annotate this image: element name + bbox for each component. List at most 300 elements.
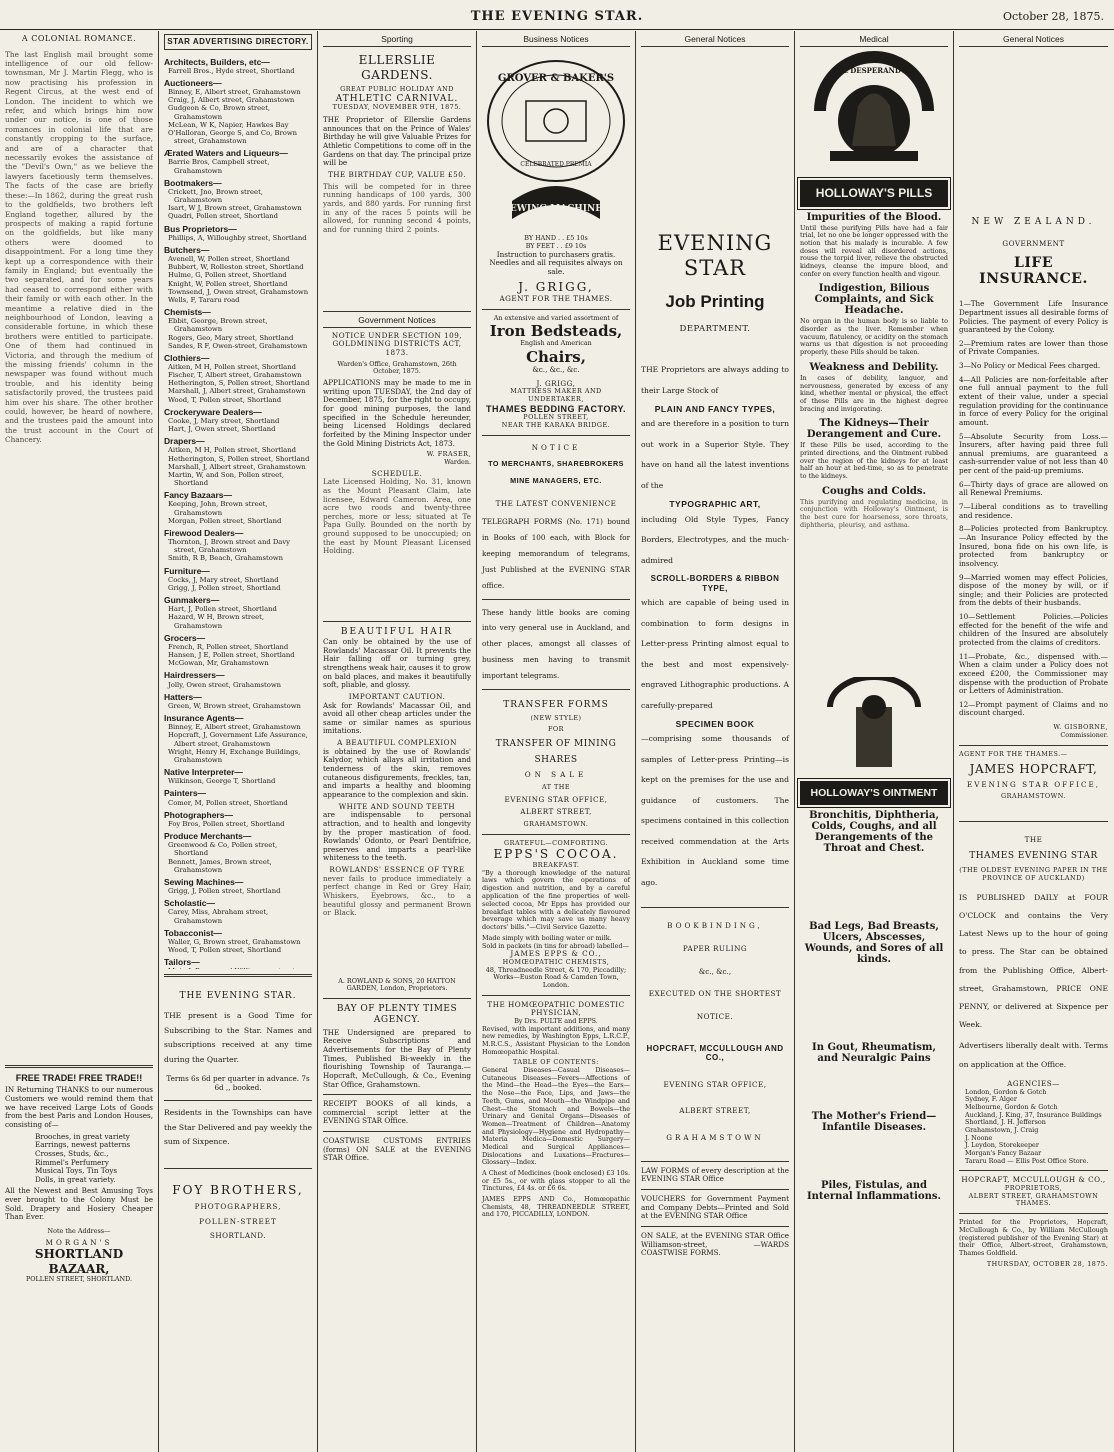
indigestion-text: No organ in the human body is so liable to disorder as the liver. Remember when vacuum, flatulency, or acidity on the stomach warns us that digestion is not proceeding properly, these Pills should be taken. xyxy=(800,317,948,357)
directory-entry: Bennett, James, Brown street, Grahamstown xyxy=(168,857,272,874)
agency-entry: Sydney, F. Alger xyxy=(965,1095,1017,1104)
agent-thames: AGENT FOR THE THAMES.— xyxy=(959,749,1068,758)
directory-category: Native Interpreter— xyxy=(164,767,243,778)
star-heading: THE EVENING STAR. xyxy=(179,990,297,1001)
bazaar-title: SHORTLAND BAZAAR, xyxy=(34,1247,124,1276)
hopcraft-firm: HOPCRAFT, MCCULLOUGH AND CO., xyxy=(646,1043,784,1063)
page-columns xyxy=(0,31,1114,1452)
insurance-clause: 4—All Policies are non-forfeitable after one full annual payment to the full extent of their value, under a special regulation providing for the continuance in force of every Policy for the original amount. xyxy=(959,374,1108,427)
notice-word: NOTICE xyxy=(531,442,581,452)
warden-title: Warden. xyxy=(444,457,471,466)
department: DEPARTMENT. xyxy=(679,323,751,334)
grahamstown: GRAHAMSTOWN. xyxy=(523,820,589,829)
directory-entry: Foy Bros, Pollen street, Shortland xyxy=(168,819,285,828)
insurance-clause: 5—Absolute Security from Loss.—Insurers, after having paid three full annual premiums, are guaranteed a cash-surrender value of not less than 40 per cent of the paid-up premiums. xyxy=(959,431,1108,476)
essence-text: never fails to produce immediately a perfect change in Red or Grey Hair, Whiskers, Eyebrows, &c., to a beautiful glossy and permanent Brown or Black. xyxy=(323,874,471,918)
column-job-printing xyxy=(636,31,795,1452)
directory-entry: Gudgeon & Co, Brown street, Grahamstown xyxy=(168,104,271,121)
directory-entry: Wright, Henry H, Exchange Buildings, Grahamstown xyxy=(168,747,301,764)
insurance-items xyxy=(959,300,1108,718)
etc: &c., &c., xyxy=(698,966,732,976)
on-sale: ON SALE xyxy=(524,770,588,780)
directory-category: Hatters— xyxy=(164,691,202,702)
mattress-maker: MATTRESS MAKER AND UNDERTAKER, xyxy=(510,387,602,403)
directory-category: Tailors— xyxy=(164,957,200,968)
shares: SHARES xyxy=(534,754,578,765)
government: GOVERNMENT xyxy=(1002,238,1065,248)
directory-category: Grocers— xyxy=(164,632,206,643)
column-sporting xyxy=(318,31,477,1452)
free-trade-heading: FREE TRADE! FREE TRADE!! xyxy=(15,1072,143,1083)
directory-category: Insurance Agents— xyxy=(164,713,244,724)
coughs-heading: Coughs and Colds. xyxy=(821,485,927,497)
blood-heading: Impurities of the Blood. xyxy=(806,211,942,223)
epps-cocoa: EPPS'S COCOA. xyxy=(493,847,619,862)
column-life-insurance xyxy=(954,31,1113,1452)
epps-final: JAMES EPPS AND Co., Homœopathic Chemists, 48, THREADNEEDLE STREET, and 170, PICCADILLY, LONDON. xyxy=(482,1195,630,1219)
coastwise-forms: COASTWISE CUSTOMS ENTRIES (forms) ON SALE at the EVENING STAR Office. xyxy=(323,1136,471,1163)
sporting-heading: Sporting xyxy=(323,34,471,47)
divider xyxy=(323,621,471,622)
agency-entry: Auckland, J. King, 37, Insurance Buildings xyxy=(965,1110,1102,1119)
directory-category: Hairdressers— xyxy=(164,670,225,681)
free-trade-item: Dolls, in great variety. xyxy=(35,1174,116,1184)
publishers: HOPCRAFT, MCCULLOUGH & CO., xyxy=(961,1175,1106,1185)
chairs: Chairs, xyxy=(526,347,586,366)
blank-space xyxy=(800,856,948,916)
schedule-text: Late Licensed Holding, No. 31, known as the Mount Pleasant Claim, late licensee, Edward Cameron. Area, one acre two roods and twenty-three perches, more or less; situated at Te Papa Gully. Bounded on the north by ground supposed to be unoccupied; on the east by Mount Pleasant Licensed Holding. xyxy=(323,478,471,556)
plain-fancy-types: PLAIN AND FANCY TYPES, xyxy=(654,404,776,415)
bay-text: THE Undersigned are prepared to Receive Subscriptions and Advertisements for the Bay of Plenty Times, Published Bi-weekly in the flourishing Township of Tauranga.—Hopcraft, McCullough, & Co., Evening Star Office, Grahamstown. xyxy=(323,1027,471,1089)
divider xyxy=(641,1161,789,1162)
specimen-book: SPECIMEN BOOK xyxy=(675,719,755,730)
free-trade-item: Rimmel's Perfumery xyxy=(35,1157,109,1167)
grigg-name: J. GRIGG, xyxy=(518,280,594,295)
masthead xyxy=(0,0,1114,30)
directory-entry: Knight, W, Pollen street, Shortland xyxy=(168,279,288,288)
free-trade-close: All the Newest and Best Amusing Toys ever brought to the Colony Must be Sold. Drapery and Hosiery Cheaper Than Ever. xyxy=(5,1186,153,1222)
divider xyxy=(641,1226,789,1227)
foy-town: SHORTLAND. xyxy=(209,1231,267,1241)
epps-milk: Made simply with boiling water or milk. xyxy=(482,933,612,942)
notice-mine: MINE MANAGERS, ETC. xyxy=(510,476,602,485)
free-trade-item: Brooches, in great variety xyxy=(35,1131,130,1141)
directory-entry xyxy=(164,967,312,968)
evening-star-banner: EVENING STAR xyxy=(657,231,773,281)
paper-ruling: PAPER RULING xyxy=(682,944,748,954)
ellerslie-title: ELLERSLIE GARDENS. xyxy=(358,53,436,82)
directory-entry: Wilkinson, George T, Shortland xyxy=(168,777,276,786)
insurance-clause: 11—Probate, &c., dispensed with.—When a claim under a Policy does not exceed £200, the Commissioner may dispense with the production of Probate or Letters of Administration. xyxy=(959,651,1108,696)
ellerslie-sub1: GREAT PUBLIC HOLIDAY AND xyxy=(340,84,454,93)
directory-entry: Martin, W, and Son, Pollen street, Shortland xyxy=(168,470,285,488)
contents-heading: TABLE OF CONTENTS: xyxy=(513,1058,599,1067)
directory-entry: Green, W, Brown street, Grahamstown xyxy=(168,701,301,710)
agency-entry: Melbourne, Gordon & Gotch xyxy=(965,1102,1058,1111)
chairs-etc: &c., &c., &c. xyxy=(532,364,580,374)
published-daily: IS PUBLISHED DAILY at FOUR O'CLOCK and contains the Very Latest News up to the hour of going to press. The Star can be obtained from the Publishing Office, Albert-street, Grahamstown, PRICE ONE PENNY, or delivered at Sixpence per Week. xyxy=(959,892,1108,1030)
rowlands-signature: A. ROWLAND & SONS, 20 HATTON GARDEN, London, Proprietors. xyxy=(338,976,456,993)
caution-text: Ask for Rowlands' Macassar Oil, and avoid all other cheap articles under the same or similar names as spurious imitations. xyxy=(323,700,471,736)
directory-entry: Isart, W J, Brown street, Grahamstown xyxy=(168,204,302,213)
sewing-machine-emblem xyxy=(482,51,630,231)
kidneys-heading: The Kidneys—Their Derangement and Cure. xyxy=(806,418,942,441)
agency-entry: J. Noone xyxy=(965,1133,993,1142)
free-trade-items xyxy=(5,1133,153,1185)
hopcraft-town: GRAHAMSTOWN. xyxy=(1001,792,1066,801)
warden-name: W. FRASER, xyxy=(426,450,471,459)
directory-entry: Bubbert, W, Rolleston street, Shortland xyxy=(168,263,304,272)
directory-entry: McGowan, Mr, Grahamstown xyxy=(168,659,269,668)
township-delivery: Residents in the Townships can have the Star Delivered and pay weekly the sum of Sixpence. xyxy=(164,1108,312,1147)
albert-street: ALBERT STREET, xyxy=(679,1106,751,1116)
directory-entry: Cooke, J, Mary street, Shortland xyxy=(168,416,280,425)
complexion-heading: A BEAUTIFUL COMPLEXION xyxy=(337,738,457,748)
specimen-text: —comprising some thousands of samples of Letter-press Printing—is kept on the premises for the use and guidance of customers. The specimens contained in this collection received commendation at the Arts Exhibition in Auckland some time ago. xyxy=(641,734,789,887)
divider xyxy=(482,689,630,690)
medical-heading: Medical xyxy=(800,34,948,47)
directory-entry: Binney, E, Albert street, Grahamstown xyxy=(168,723,301,732)
new-zealand: NEW ZEALAND. xyxy=(971,217,1096,228)
directory-heading: STAR ADVERTISING DIRECTORY. xyxy=(164,34,312,50)
directory-category: Butchers— xyxy=(164,244,210,255)
for-word: FOR xyxy=(548,725,564,734)
divider xyxy=(482,834,630,835)
price-by-feet: BY FEET . . £9 10s xyxy=(525,241,587,250)
divider xyxy=(323,1094,471,1095)
birthday-cup: THE BIRTHDAY CUP, VALUE £50. xyxy=(327,169,467,179)
typographic-art: TYPOGRAPHIC ART, xyxy=(669,499,761,510)
grigg-name-2: J. GRIGG, xyxy=(536,378,576,388)
teeth-text: are indispensable to personal attraction, and to health and longevity by the proper mastication of food. Rowlands' Odonto, or Pearl Dentifrice, preserves and imparts a pearl-like whiteness to the teeth. xyxy=(323,810,471,863)
directory-entry: Aitken, M H, Pollen street, Shortland xyxy=(168,446,296,455)
story-heading: A COLONIAL ROMANCE. xyxy=(21,34,137,43)
divider xyxy=(323,1131,471,1132)
thames-evening-star: THAMES EVENING STAR xyxy=(969,850,1098,861)
directory-category: Architects, Builders, etc— xyxy=(164,56,270,67)
weakness-text: In cases of debility, languor, and nervousness, generated by excess of any kind, whether mental or physical, the effect of these Pills are in the highest degree bracing and invigorating. xyxy=(800,373,948,413)
foy-trade: PHOTOGRAPHERS, xyxy=(194,1202,282,1212)
directory-entry: Grigg, J, Pollen street, Shortland xyxy=(168,583,281,592)
directory-entry: Aitken, M H, Pollen street, Shortland xyxy=(168,363,296,371)
insurance-clause: 9—Married women may effect Policies, dispose of the money by will, or if single; and their Policies are protected from the debts of their husbands. xyxy=(959,572,1108,608)
types-text: and are therefore in a position to turn out work in a Superior Style. They have on hand all the latest inventions of the xyxy=(641,419,789,490)
directory-category: Gunmakers— xyxy=(164,595,220,606)
sewing-machines: SEWING MACHINES xyxy=(503,204,609,215)
blank-space xyxy=(800,967,948,1037)
the: THE xyxy=(1024,834,1043,844)
holloway-ointment: HOLLOWAY'S OINTMENT xyxy=(800,781,948,806)
blank-space xyxy=(800,1135,948,1175)
directory-category: Chemists— xyxy=(164,307,211,317)
medicine-chest: A Chest of Medicines (book enclosed) £3 10s. or £5 5s., or with glass stopper to all the Tinctures, £4 4s. or £6 6s. xyxy=(482,1169,630,1193)
directory-entry: Marshall, J, Albert street, Grahamstown xyxy=(168,462,306,471)
transfer-of-mining: TRANSFER OF MINING xyxy=(495,738,617,749)
ellerslie-text: THE Proprietor of Ellerslie Gardens announces that on the Prince of Wales' Birthday he will give Valuable Prizes for Athletic Competitions to come off in the Gardens on that day. The principal prize will be xyxy=(323,115,471,168)
directory-category: Clothiers— xyxy=(164,352,210,363)
bedsteads-intro: An extensive and varied assortment of xyxy=(493,313,619,322)
bazaar-street: POLLEN STREET, SHORTLAND. xyxy=(25,1275,132,1284)
physician-title: THE HOMŒOPATHIC DOMESTIC PHYSICIAN, xyxy=(487,999,625,1018)
blank-space xyxy=(641,51,789,231)
kidneys-text: If these Pills be used, according to the printed directions, and the Ointment rubbed over the region of the kidneys for at least half an hour at bed-time, so as to penetrate to the kidneys. xyxy=(800,441,948,481)
directory-entry: McLean, W K, Napier, Hawkes Bay xyxy=(168,120,289,129)
divider xyxy=(482,435,630,436)
breakfast: BREAKFAST. xyxy=(532,860,580,869)
legs-heading: Bad Legs, Bad Breasts, Ulcers, Abscesses, Wounds, and Sores of all kinds. xyxy=(804,921,944,966)
directory-entry: Avenell, W, Pollen street, Shortland xyxy=(168,255,290,264)
directory-entry: Quadri, Pollen street, Shortland xyxy=(168,212,279,221)
directory-entry: Craig, J, Albert street, Grahamstown xyxy=(168,96,295,105)
epps-sold: Sold in packets (in tins for abroad) labelled— xyxy=(482,941,629,950)
divider xyxy=(641,1189,789,1190)
price-by-hand: BY HAND . . £5 10s xyxy=(524,234,588,243)
directory-category: Crockeryware Dealers— xyxy=(164,406,262,417)
column-colonial-romance xyxy=(0,31,159,1452)
typographic-text: including Old Style Types, Fancy Borders, Electrotypes, and the much-admired xyxy=(641,514,789,565)
divider xyxy=(959,745,1108,746)
telegraph-forms: TELEGRAPH FORMS (No. 171) bound in Books of 100 each, with Block for keeping memorandum of telegrams, Just Published at the EVENING STAR office. xyxy=(482,517,630,590)
directory-category: Ærated Waters and Liqueurs— xyxy=(164,148,288,159)
weakness-heading: Weakness and Debility. xyxy=(809,361,939,373)
shortest-notice: EXECUTED ON THE SHORTEST xyxy=(648,989,782,999)
divider xyxy=(482,599,630,600)
bazaar-name: MORGAN'S xyxy=(45,1237,113,1247)
directory-entry: Wood, T, Pollen street, Shortland xyxy=(168,946,282,955)
agency-list xyxy=(959,1089,1108,1166)
agencies-heading: AGENCIES— xyxy=(1007,1078,1060,1088)
insurance-clause: 3—No Policy or Medical Fees charged. xyxy=(959,361,1101,371)
directory-entry: Sandes, R F, Owen-street, Grahamstown xyxy=(168,341,308,350)
albert-street: ALBERT STREET, xyxy=(520,807,592,817)
warden-notice-text: APPLICATIONS may be made to me in writing upon TUESDAY, the 2nd day of December, 1875, for the right to occupy, for good mining purposes, the land specified in the Schedule hereunder, being Licensed Holdings declared forfeited by the Mining Inspector under the Gold Mining Districts Act, 1873. xyxy=(323,378,471,448)
transfer-forms: TRANSFER FORMS xyxy=(503,699,609,710)
warden-office: Warden's Office, Grahamstown, 26th October, 1875. xyxy=(337,359,457,376)
piles-heading: Piles, Fistulas, and Internal Inflammations. xyxy=(806,1180,942,1203)
divider xyxy=(482,309,630,310)
insurance-clause: 10—Settlement Policies.—Policies effected for the benefit of the wife and children of the Insured are absolutely protected from the claims of creditors. xyxy=(959,612,1108,647)
advertising-directory xyxy=(164,54,312,969)
directory-category: Bootmakers— xyxy=(164,177,222,188)
commissioner-title: Commissioner. xyxy=(1060,730,1108,739)
directory-category: Furniture— xyxy=(164,565,210,576)
directory-entry: Hazard, W H, Brown street, Grahamstown xyxy=(168,613,265,630)
foy-street: POLLEN-STREET xyxy=(199,1216,277,1226)
directory-entry: Townsend, J, Owen street, Grahamstown xyxy=(168,287,309,296)
directory-entry: Morgan, Pollen street, Shortland xyxy=(168,516,282,525)
grahamstown: GRAHAMSTOWN xyxy=(666,1133,764,1143)
directory-entry: Crickett, Jno, Brown street, Grahamstown xyxy=(168,187,263,205)
gout-heading: In Gout, Rheumatism, and Neuralgic Pains xyxy=(812,1042,936,1065)
proprietors-intro: THE Proprietors are always adding to their Large Stock of xyxy=(641,365,789,395)
directory-entry: Greenwood & Co, Pollen street, Shortland xyxy=(168,841,278,858)
directory-entry: Keeping, John, Brown street, Grahamstown xyxy=(168,500,268,517)
physician-by: By Drs. PULTE and EPPS. xyxy=(514,1016,598,1025)
iron-bedsteads: Iron Bedsteads, xyxy=(489,322,623,341)
holloway-pills: HOLLOWAY'S PILLS xyxy=(800,180,948,206)
agency-entry: Tararu Road — Ellis Post Office Store. xyxy=(965,1156,1089,1165)
instruction-text: Instruction to purchasers gratis. Needles and all requisites always on sale. xyxy=(489,249,623,276)
proprietors: PROPRIETORS, xyxy=(1004,1184,1063,1193)
hair-text: Can only be obtained by the use of Rowlands' Macassar Oil. It prevents the Hair falling off or turning grey, strengthens weak hair, causes it to grow on bald places, and makes it beautifully soft, pliable, and glossy. xyxy=(323,637,471,690)
insurance-clause: 2—Premium rates are lower than those of Private Companies. xyxy=(959,338,1108,357)
general-heading-2: General Notices xyxy=(959,34,1108,47)
new-style: (NEW STYLE) xyxy=(530,713,582,722)
cup-text: This will be competed for in three running handicaps of 100 yards, 300 yards, and 880 yards. For running first in any of the races 5 points will be allowed, for running second 4 points, and for running third 2 points. xyxy=(323,182,471,234)
epps-address: 48, Threadneedle Street, & 170, Piccadilly; Works—Euston Road & Camden Town, London. xyxy=(485,965,627,989)
general-heading: General Notices xyxy=(641,34,789,47)
directory-entry: Hopcraft, J, Government Life Assurance, Albert street, Grahamstown xyxy=(168,731,308,748)
divider xyxy=(959,1170,1108,1171)
directory-entry: Hart, J, Pollen street, Shortland xyxy=(168,605,277,614)
star-terms: Terms 6s 6d per quarter in advance. 7s 6d ,, booked. xyxy=(166,1074,310,1092)
directory-entry: Grigg, J, Pollen street, Shortland xyxy=(168,887,281,896)
star-office: EVENING STAR OFFICE, xyxy=(504,794,608,804)
directory-category: Sewing Machines— xyxy=(164,876,244,887)
bay-heading: BAY OF PLENTY TIMES AGENCY. xyxy=(336,1004,458,1025)
coughs-text: This purifying and regulating medicine, in conjunction with Holloway's Ointment, is the best cure for hoarseness, sore throats, diphtheria, pleurisy, and asthma. xyxy=(800,498,948,529)
divider xyxy=(164,1100,312,1101)
hair-heading: BEAUTIFUL HAIR xyxy=(340,627,454,638)
factory-street: POLLEN STREET, xyxy=(523,413,589,422)
directory-entry: Hetherington, S, Pollen street, Shortland xyxy=(168,379,310,388)
directory-entry: Hart, J, Owen street, Shortland xyxy=(168,425,276,434)
complexion-text: is obtained by the use of Rowlands' Kalydor, which allays all irritation and tenderness of the skin, removes cutaneous disfigurements, freckles, tan, and imparts a healthy and blooming appearance to the complexion and skin. xyxy=(323,746,471,799)
free-trade-item: Musical Toys, Tin Toys xyxy=(35,1166,118,1176)
indigestion-heading: Indigestion, Bilious Complaints, and Sick Headache. xyxy=(814,283,934,317)
insurance-clause: 7—Liberal conditions as to travelling and residence. xyxy=(959,502,1108,520)
ointment-emblem xyxy=(800,677,948,777)
government-heading: Government Notices xyxy=(323,311,471,328)
directory-entry: Farrell Bros., Hyde street, Shortland xyxy=(168,66,295,75)
issue-date: October 28, 1875. xyxy=(1002,10,1104,23)
law-forms: LAW FORMS of every description at the EVENING STAR Office xyxy=(641,1165,789,1184)
directory-entry: Wells, F, Tararu road xyxy=(168,295,240,304)
directory-entry: French, R, Pollen street, Shortland xyxy=(168,642,289,651)
directory-category: Produce Merchants— xyxy=(164,831,252,842)
epps-text: "By a thorough knowledge of the natural laws which govern the operations of digestion and nutrition, and by a careful application of the fine properties of well-selected cocoa, Mr Epps has provided our breakfast tables with a delicately flavoured beverage which may save us many heavy doctors' bills."—Civil Service Gazette. xyxy=(482,868,630,932)
star-subscribe-text: THE present is a Good Time for Subscribing to the Star. Names and subscriptions received at any time during the Quarter. xyxy=(164,1011,312,1064)
divider xyxy=(323,998,471,999)
directory-entry: Carey, Miss, Abraham street, Grahamstown xyxy=(168,908,269,925)
scroll-borders: SCROLL-BORDERS & RIBBON TYPE, xyxy=(650,574,780,593)
directory-entry: Wood, T, Pollen street, Shortland xyxy=(168,395,282,404)
directory-entry: O'Halloran, George S, and Co, Brown street, Grahamstown xyxy=(168,128,298,146)
agency-entry: Shortland, J. H. Jefferson xyxy=(965,1118,1046,1127)
directory-entry: Binney, E, Albert street, Grahamstown xyxy=(168,88,301,97)
divider xyxy=(959,821,1108,822)
insurance-clause: 1—The Government Life Insurance Department issues all desirable forms of Policies. The payment of every Policy is guaranteed by the Colony. xyxy=(959,299,1108,335)
directory-entry: Smith, R B, Beach, Grahamstown xyxy=(168,554,283,563)
address-note: Note the Address— xyxy=(47,1227,111,1235)
insurance-clause: 12—Prompt payment of Claims and no discount charged. xyxy=(959,699,1108,718)
directory-category: Auctioneers— xyxy=(164,77,222,88)
directory-entry: Thornton, J, Brown street and Davy street, Grahamstown xyxy=(168,538,291,555)
directory-entry: Hetherington, S, Pollen street, Shortland xyxy=(168,454,310,463)
agency-entry: J. Leydon, Storekeeper xyxy=(965,1141,1039,1150)
imprint: Printed for the Proprietors, Hopcraft, McCullough & Co., by William McCullough (registered publisher of the Evening Star) at their Office, Albert-street, Grahamstown, Thames Goldfield. xyxy=(959,1218,1108,1257)
directory-entry: Fischer, T, Albert street, Grahamstown xyxy=(168,371,302,380)
directory-entry: Cocks, J, Mary street, Shortland xyxy=(168,575,279,584)
divider xyxy=(482,995,630,996)
mothers-heading: The Mother's Friend—Infantile Diseases. xyxy=(811,1111,937,1134)
directory-entry: Waller, G, Brown street, Grahamstown xyxy=(168,937,301,946)
notice-title: NOTICE UNDER SECTION 109, GOLDMINING DISTRICTS ACT, 1873. xyxy=(331,330,463,358)
directory-category: Bus Proprietors— xyxy=(164,223,237,234)
coastwise-sale: ON SALE, at the EVENING STAR Office Williamson-street, —WARDS COASTWISE FORMS. xyxy=(641,1230,789,1258)
directory-entry: Ebbit, George, Brown street, Grahamstown xyxy=(168,317,268,334)
grigg-agent: AGENT FOR THE THAMES. xyxy=(499,293,613,303)
story-body: The last English mail brought some intelligence of our old fellow-townsman, Mr J. Martin Flegg, who is now practising his profession in Regent Circus, at the west end of London. The incident to which we refer, and which brings him now under our notice, is one of those romances in colonial life that are constantly cropping to the surface, and are of a character that necessarily evokes the assistance of the "Devil's Own," as we believe the lawyers facetiously term themselves. The facts of the case are briefly these:—In 1862, during the great rush to the goldfields, two brothers left England together, allured by the prospects of making a rapid fortune on the goldfields, but like many others were doomed to disappointment. For a long time they kept up a correspondence with their family in England; but eventually the two separated, and for some years had ceased to correspond either with their family or with each other. In the meantime a relative died in the neighbourhood of London, leaving a considerable fortune, in which these brothers were entitled to participate. One of them had continued in Victoria, and through the medium of the missing friends' column in the newspaper was found without much trouble, and his identity being satisfactorily proved, the trustees paid him over his share. The other brother could, however, be heard of nowhere, and the trustees paid the amount into the trust account in the Court of Chancery. xyxy=(5,49,153,445)
divider xyxy=(164,1168,312,1169)
caution-heading: IMPORTANT CAUTION. xyxy=(348,691,446,701)
pub-address: ALBERT STREET, GRAHAMSTOWN THAMES. xyxy=(968,1191,1099,1208)
free-trade-item: Crosses, Studs, &c., xyxy=(35,1148,109,1158)
emblem-motto: NIL DESPERANDUM xyxy=(833,66,915,76)
agency-entry: Grahamstown, J. Craig xyxy=(965,1125,1039,1134)
bedding-factory: THAMES BEDDING FACTORY. xyxy=(485,403,626,414)
column-business xyxy=(477,31,636,1452)
essence-heading: ROWLANDS' ESSENCE OF TYRE xyxy=(329,865,465,875)
blank-space xyxy=(800,1066,948,1106)
free-trade-item: Earrings, newest patterns xyxy=(35,1140,131,1150)
ellerslie-date: TUESDAY, NOVEMBER 9TH, 1875. xyxy=(332,103,462,112)
at-the: AT THE xyxy=(541,783,571,792)
directory-category: Fancy Bazaars— xyxy=(164,490,233,501)
column-medical xyxy=(795,31,954,1452)
directory-category: Firewood Dealers— xyxy=(164,527,244,538)
job-printing: Job Printing xyxy=(665,291,765,311)
divider xyxy=(641,907,789,908)
oldest-paper: (THE OLDEST EVENING PAPER IN THE PROVINCE OF AUCKLAND) xyxy=(959,866,1108,883)
agency-entry: Morgan's Fancy Bazaar xyxy=(965,1149,1042,1158)
directory-category: Photographers— xyxy=(164,809,233,820)
business-heading: Business Notices xyxy=(482,34,630,47)
directory-category: Scholastic— xyxy=(164,898,216,909)
directory-entry: Marshall, J, Albert street, Grahamstown xyxy=(168,387,306,396)
insurance-clause: 8—Policies protected from Bankruptcy.—An Insurance Policy effected by the Insured, bona fide on his own life, is protected from bankruptcy or insolvency. xyxy=(959,524,1108,568)
divider xyxy=(959,1213,1108,1214)
advertisers: Advertisers liberally dealt with. Terms on application at the Office. xyxy=(959,1041,1108,1069)
directory-category: Tobacconist— xyxy=(164,927,222,938)
directory-entry: Rogers, Geo, Mary street, Shortland xyxy=(168,333,294,342)
directory-entry: Hansen, J E, Pollen street, Shortland xyxy=(168,651,295,660)
hopcraft-office: EVENING STAR OFFICE, xyxy=(966,779,1101,789)
insurance-clause: 6—Thirty days of grace are allowed on all Renewal Premiums. xyxy=(959,479,1108,498)
factory-near: NEAR THE KARAKA BRIDGE. xyxy=(501,421,611,430)
paper-title: THE EVENING STAR. xyxy=(470,9,644,24)
grateful-comforting: GRATEFUL—COMFORTING. xyxy=(504,838,608,847)
blood-text: Until these purifying Pills have had a fair trial, let no one be longer oppressed with the notion that his malady is incurable. A few doses will reveal all disordered actions, rouse the torpid liver, relieve the obstructed kidneys, cleanse the impure blood, and confer on every function health and vigour. xyxy=(800,223,948,278)
epps-trade: HOMŒOPATHIC CHEMISTS, xyxy=(502,957,610,966)
commissioner-name: W. GISBORNE, xyxy=(1053,723,1108,732)
receipt-books: RECEIPT BOOKS of all kinds, a commercial script letter at the EVENING STAR Office. xyxy=(323,1099,471,1126)
directory-entry: Barrie Bros, Campbell street, Grahamstown xyxy=(168,158,270,175)
schedule-heading: SCHEDULE. xyxy=(371,468,423,478)
bronchitis-heading: Bronchitis, Diphtheria, Colds, Coughs, and all Derangements of the Throat and Chest. xyxy=(809,810,939,855)
notice-merchants: TO MERCHANTS, SHAREBROKERS xyxy=(488,459,624,469)
handy-books: These handy little books are coming into very general use in Auckland, and other places, amongst all classes of business men having to transmit important telegrams. xyxy=(482,607,630,680)
bookbinding: BOOKBINDING, xyxy=(667,921,763,931)
physician-text: Revised, with important additions, and many new remedies, by Washington Epps, L.R.C.P., M.R.C.S., Assistant Physician to the London Homœopathic Hospital. xyxy=(482,1024,630,1056)
foy-brothers: FOY BROTHERS, xyxy=(172,1182,304,1197)
bedsteads-sub: English and American xyxy=(520,339,592,348)
epps-name: JAMES EPPS & CO., xyxy=(510,949,602,959)
contents-text: General Diseases—Casual Diseases—Cutaneous Diseases—Fevers—Affections of the Mind—the Head—the Eyes—the Ears—the Nose—the Face, Lips, and Jaws—the Teeth, Gums, and Mouth—the Windpipe and Chest—the Stomach and Bowels—the Urinary and Genital Organs—Diseases of Women—Treatment of Children—Anatomy and Physiology—Hygiene and Hydropathy—Materia Medica—Domestic Surgery—Medical and Surgical Appliances—Dislocations and Luxations—Fractures—Glossary—Index. xyxy=(482,1066,630,1167)
directory-entry: Hulme, G, Pollen street, Shortland xyxy=(168,271,287,280)
agency-entry: London, Gordon & Gotch xyxy=(965,1087,1047,1096)
sewing-badge: GROVER & BAKER'S xyxy=(497,73,615,85)
